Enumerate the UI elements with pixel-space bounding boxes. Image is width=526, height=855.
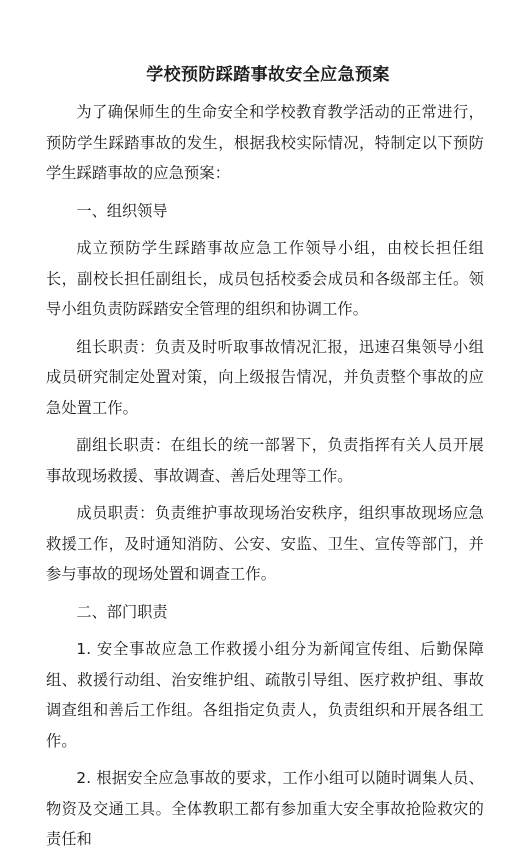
document-title: 学校预防踩踏事故安全应急预案	[146, 65, 390, 85]
leadership-group-paragraph: 成立预防学生踩踏事故应急工作领导小组，由校长担任组长，副校长担任副组长，成员包括校委会成员和各级部主任。领导小组负责防踩踏安全管理的组织和协调工作。	[46, 239, 484, 318]
leader-duties-paragraph: 组长职责：负责及时听取事故情况汇报，迅速召集领导小组成员研究制定处置对策，向上级报告情况，并负责整个事故的应急处置工作。	[46, 337, 484, 417]
section-heading-department-duties: 二、部门职责	[76, 602, 168, 621]
deputy-leader-duties-paragraph: 副组长职责：在组长的统一部署下，负责指挥有关人员开展事故现场救援、事故调查、善后处理等工作。	[46, 436, 484, 485]
member-duties-paragraph: 成员职责：负责维护事故现场治安秩序，组织事故现场应急救援工作，及时通知消防、公安、安监、卫生、宣传等部门，并参与事故的现场处置和调查工作。	[46, 504, 484, 583]
intro-paragraph: 为了确保师生的生命安全和学校教育教学活动的正常进行，预防学生踩踏事故的发生，根据我校实际情况，特制定以下预防学生踩踏事故的应急预案：	[46, 103, 484, 182]
rescue-groups-paragraph: 1. 安全事故应急工作救援小组分为新闻宣传组、后勤保障组、救援行动组、治安维护组、疏散引导组、医疗救护组、事故调查组和善后工作组。各组指定负责人，负责组织和开展各组工作。	[46, 640, 484, 750]
section-heading-organization: 一、组织领导	[76, 201, 168, 220]
resource-mobilization-paragraph: 2. 根据安全应急事故的要求，工作小组可以随时调集人员、物资及交通工具。全体教职工都有参加重大安全事故抢险救灾的责任和	[46, 769, 484, 848]
